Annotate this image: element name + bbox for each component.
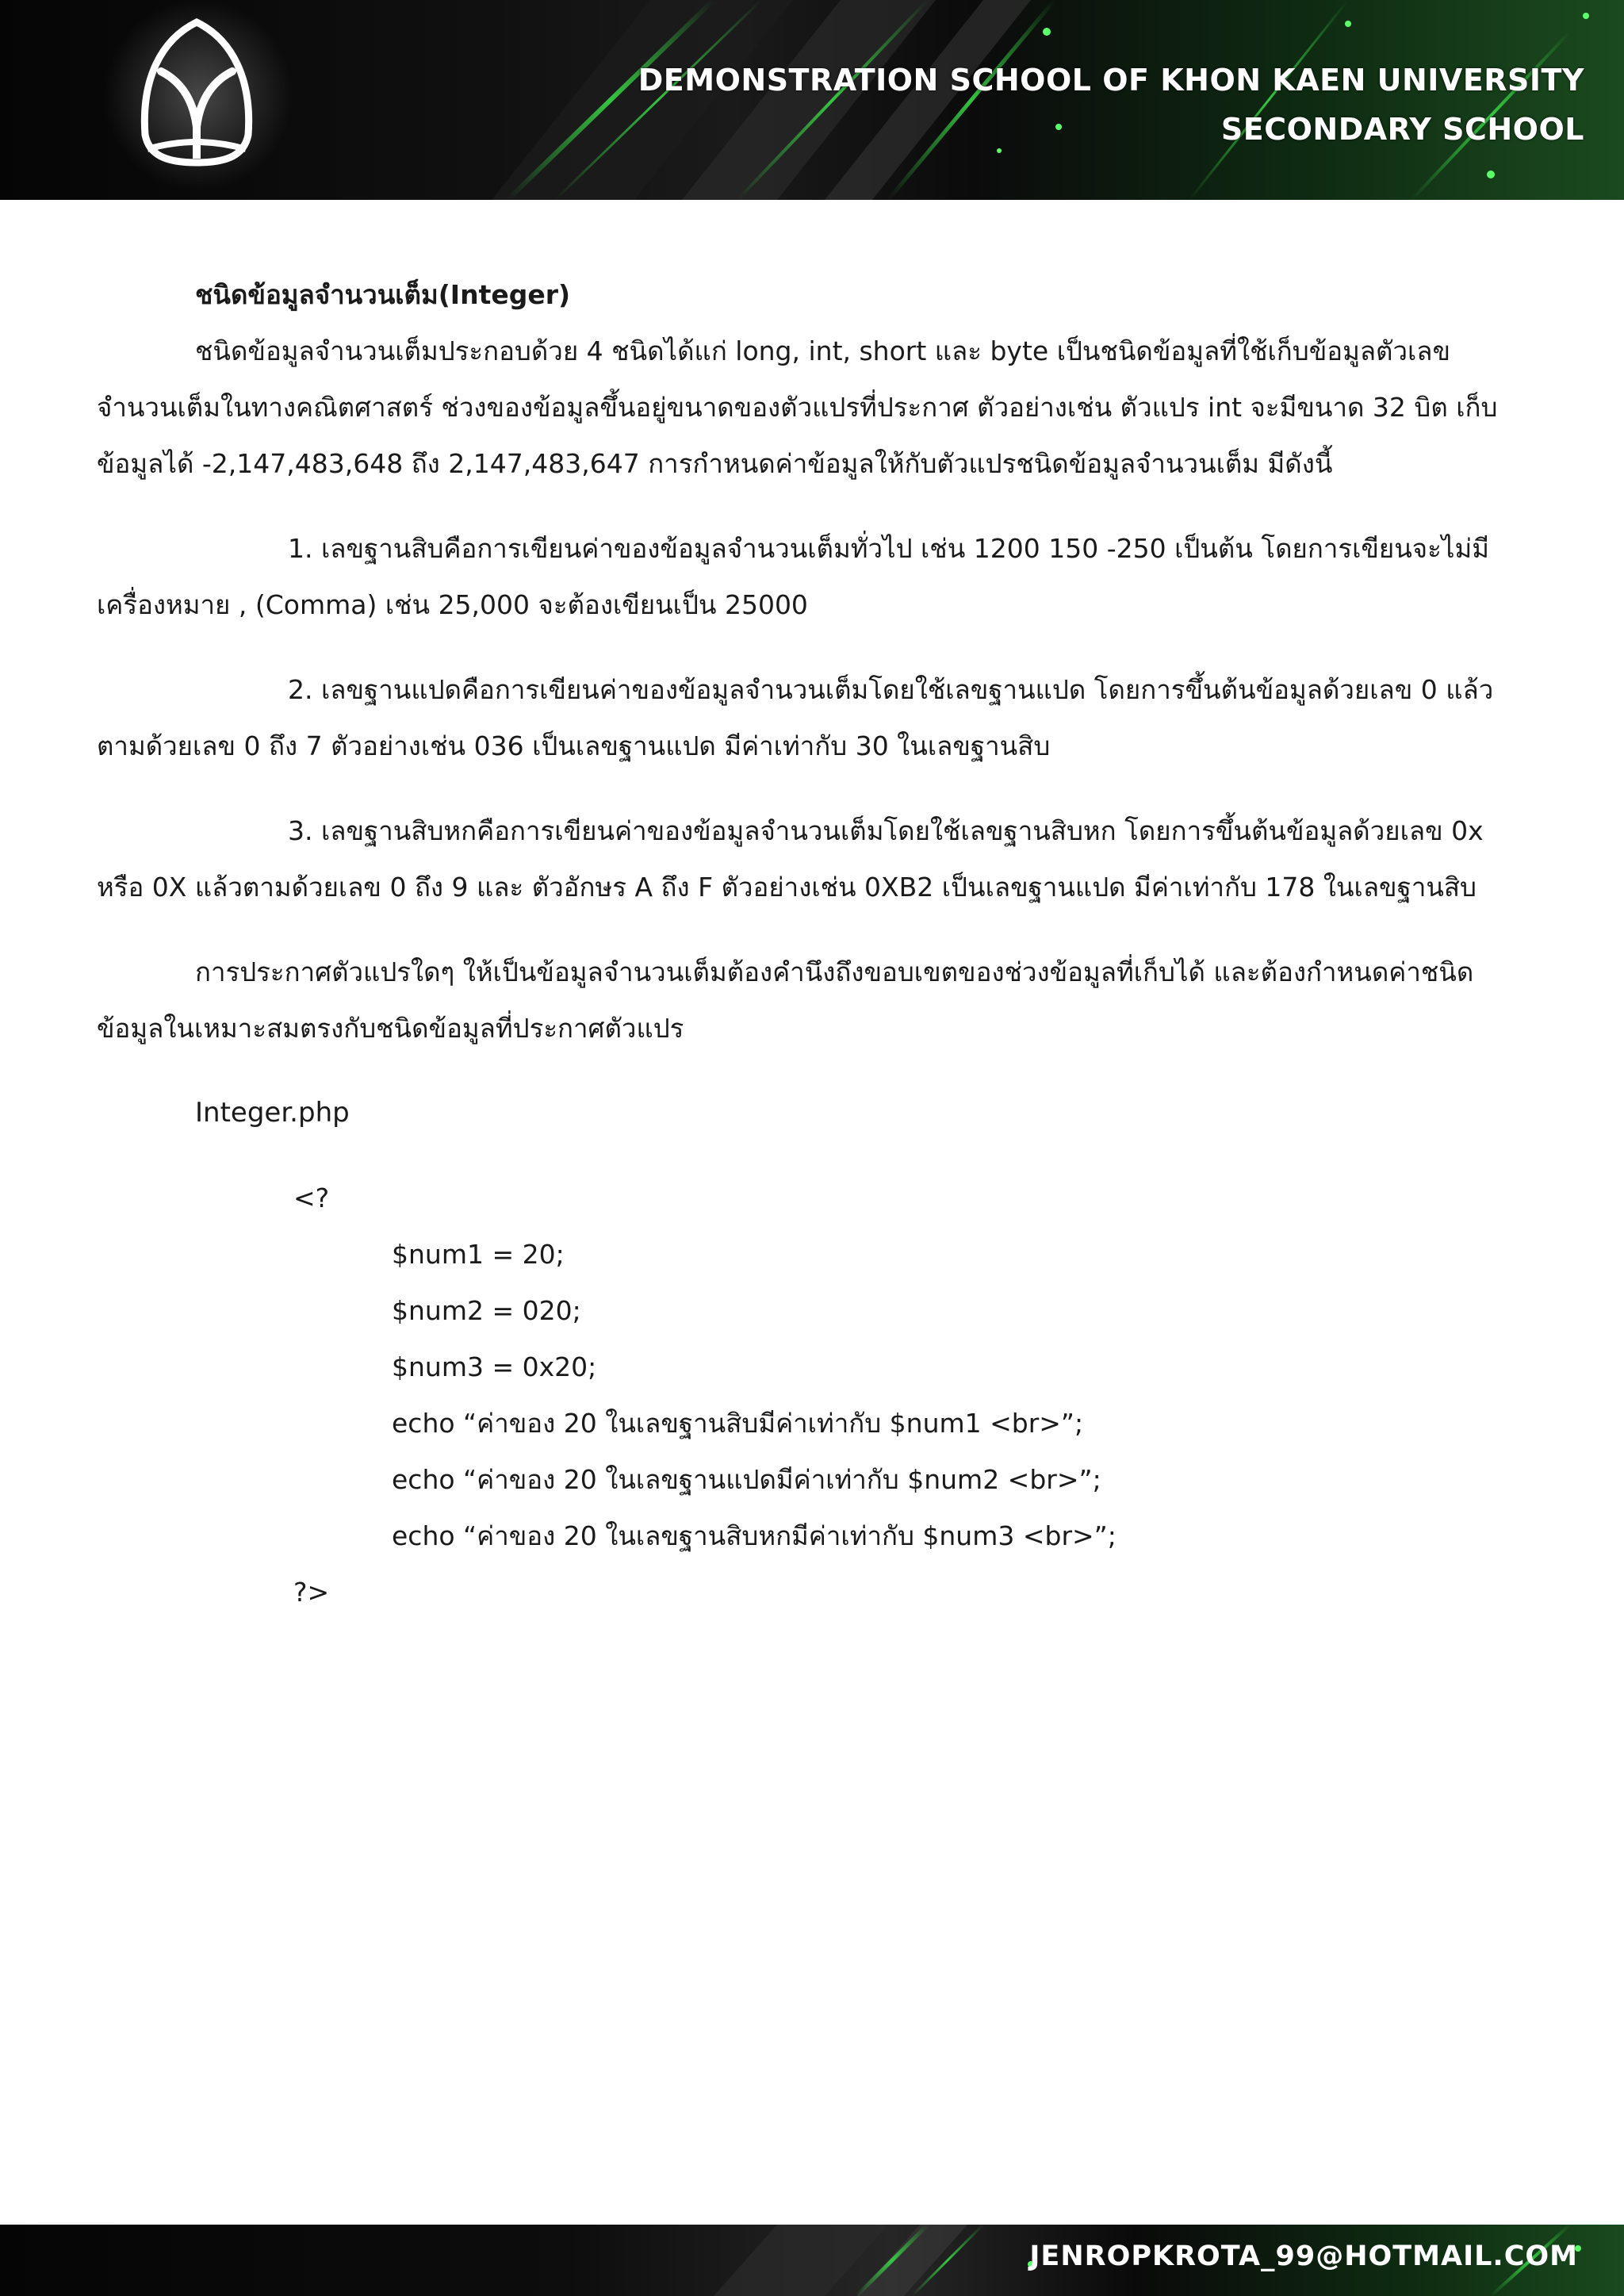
code-open-tag: <? bbox=[293, 1182, 330, 1213]
school-name-line1: DEMONSTRATION SCHOOL OF KHON KAEN UNIVERSITY bbox=[638, 63, 1584, 98]
code-line: echo “ค่าของ 20 ในเลขฐานสิบหกมีค่าเท่ากับ $num3 <br>”; bbox=[392, 1520, 1116, 1551]
school-name-line2: SECONDARY SCHOOL bbox=[1220, 112, 1584, 147]
contact-email: JENROPKROTA_99@HOTMAIL.COM bbox=[1029, 2240, 1578, 2272]
code-line: echo “ค่าของ 20 ในเลขฐานแปดมีค่าเท่ากับ $num2 <br>”; bbox=[392, 1464, 1101, 1495]
code-line: $num1 = 20; bbox=[392, 1239, 565, 1270]
code-line: $num3 = 0x20; bbox=[392, 1351, 597, 1382]
school-emblem-icon bbox=[133, 16, 260, 174]
code-close-tag: ?> bbox=[293, 1577, 330, 1608]
footer-banner bbox=[0, 2225, 1624, 2296]
school-name bbox=[638, 56, 1584, 154]
intro-paragraph: ชนิดข้อมูลจำนวนเต็มประกอบด้วย 4 ชนิดได้แก่ long, int, short และ byte เป็นชนิดข้อมูลที่ใช้เก็บข้อมูลตัวเลขจำนวนเต็มในทางคณิตศาสตร์ ช่วงของข้อมูลขึ้นอยู่ขนาดของตัวแปรที่ประกาศ ตัวอย่างเช่น ตัวแปร int จะมีขนาด 32 บิต เก็บข้อมูลได้ -2,147,483,648 ถึง 2,147,483,647 การกำหนดค่าข้อมูลให้กับตัวแปรชนิดข้อมูลจำนวนเต็ม มีดังนี้ bbox=[97, 335, 1498, 479]
code-line: $num2 = 020; bbox=[392, 1295, 581, 1326]
closing-paragraph: การประกาศตัวแปรใดๆ ให้เป็นข้อมูลจำนวนเต็มต้องคำนึงถึงขอบเขตของช่วงข้อมูลที่เก็บได้ และต้องกำหนดค่าชนิดข้อมูลในเหมาะสมตรงกับชนิดข้อมูลที่ประกาศตัวแปร bbox=[97, 956, 1474, 1044]
list-item-hexadecimal: 3. เลขฐานสิบหกคือการเขียนค่าของข้อมูลจำนวนเต็มโดยใช้เลขฐานสิบหก โดยการขึ้นต้นข้อมูลด้วยเลข 0x หรือ 0X แล้วตามด้วยเลข 0 ถึง 9 และ ตัวอักษร A ถึง F ตัวอย่างเช่น 0XB2 เป็นเลขฐานแปด มีค่าเท่ากับ 178 ในเลขฐานสิบ bbox=[97, 815, 1484, 903]
code-block bbox=[97, 1170, 1524, 1620]
list-item-octal: 2. เลขฐานแปดคือการเขียนค่าของข้อมูลจำนวนเต็มโดยใช้เลขฐานแปด โดยการขึ้นต้นข้อมูลด้วยเลข 0 แล้วตามด้วยเลข 0 ถึง 7 ตัวอย่างเช่น 036 เป็นเลขฐานแปด มีค่าเท่ากับ 30 ในเลขฐานสิบ bbox=[97, 674, 1494, 761]
section-heading: ชนิดข้อมูลจำนวนเต็ม(Integer) bbox=[195, 279, 571, 310]
list-item-decimal: 1. เลขฐานสิบคือการเขียนค่าของข้อมูลจำนวนเต็มทั่วไป เช่น 1200 150 -250 เป็นต้น โดยการเขียนจะไม่มีเครื่องหมาย , (Comma) เช่น 25,000 จะต้องเขียนเป็น 25000 bbox=[97, 533, 1489, 620]
code-line: echo “ค่าของ 20 ในเลขฐานสิบมีค่าเท่ากับ $num1 <br>”; bbox=[392, 1408, 1084, 1439]
code-filename: Integer.php bbox=[195, 1097, 350, 1129]
header-banner bbox=[0, 0, 1624, 200]
document-body bbox=[97, 266, 1524, 1620]
